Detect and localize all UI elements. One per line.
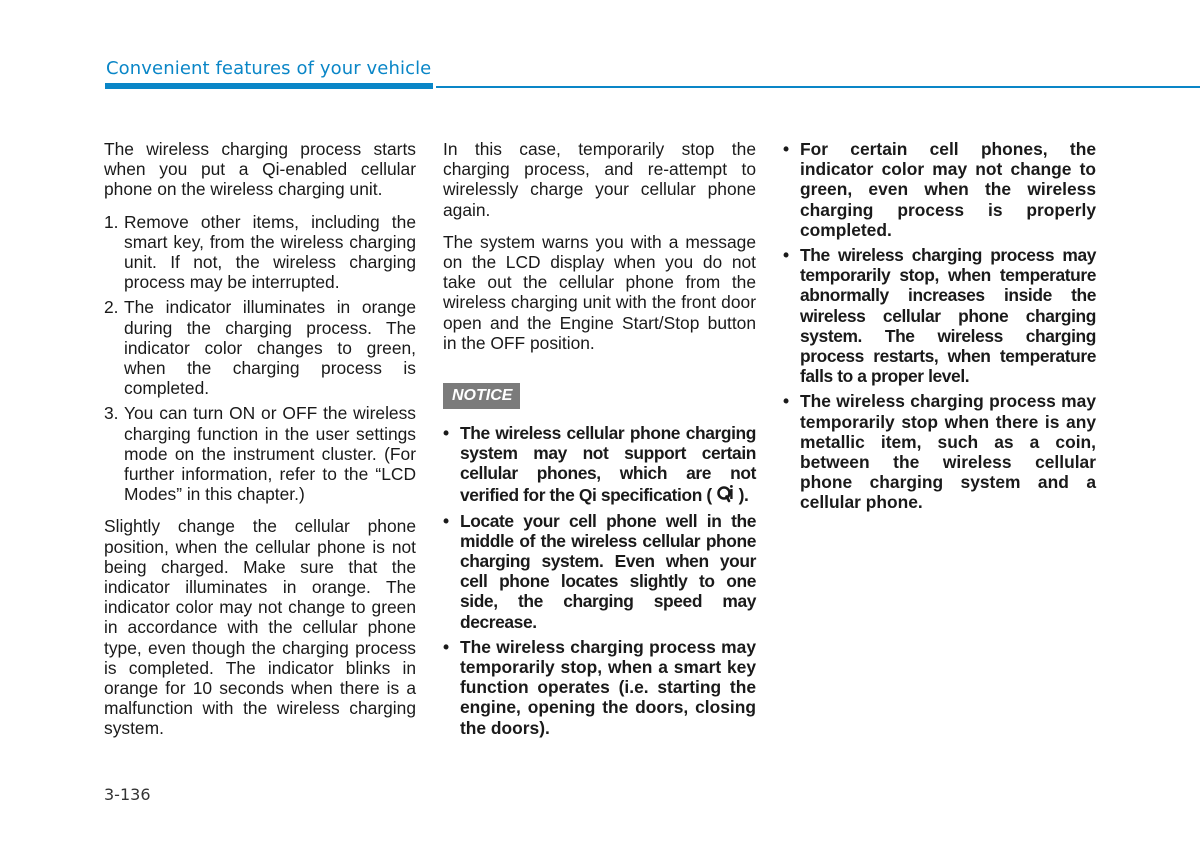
header-rule-thin — [436, 86, 1200, 88]
bullet-dot: • — [783, 139, 790, 159]
qi-logo-icon — [716, 484, 734, 506]
caution-bullets — [783, 139, 1096, 513]
bullet-text: For certain cell phones, the indicator color may not change to green, even when the wireless charging process is properly completed. — [800, 139, 1096, 240]
bullet-item — [783, 391, 1096, 512]
bullet-dot: • — [443, 423, 449, 444]
steps-list — [104, 212, 416, 505]
bullet-text: The wireless cellular phone charging system may not support certain cellular phones, which are not verified for the Qi specification ( — [460, 423, 756, 505]
step-text: The indicator illuminates in orange during the charging process. The indicator color changes to green, when the charging process is completed. — [124, 297, 416, 399]
column-left — [104, 139, 416, 751]
bullet-dot: • — [783, 245, 789, 266]
bullet-item — [443, 511, 756, 632]
section-title: Convenient features of your vehicle — [106, 58, 432, 79]
page-number: 3-136 — [104, 785, 151, 804]
body-paragraph: In this case, temporarily stop the charging process, and re-attempt to wirelessly charge your cellular phone again. — [443, 139, 756, 220]
bullet-text: The wireless charging process may temporarily stop, when a smart key function operates (i.e. starting the engine, opening the doors, closing the doors). — [460, 636, 756, 738]
column-right — [783, 139, 1096, 518]
body-paragraph: Slightly change the cellular phone position, when the cellular phone is not being charged. Make sure that the indicator illuminates in orange. The indicator color may not change to green in accordance with the cellular phone type, even though the charging process is completed. The indicator blinks in orange for 10 seconds when there is a malfunction with the wireless charging system. — [104, 516, 416, 739]
intro-paragraph: The wireless charging process starts when you put a Qi-enabled cellular phone on the wireless charging unit. — [104, 139, 416, 200]
notice-bullets — [443, 423, 756, 738]
bullet-text: The wireless charging process may temporarily stop, when temperature abnormally increases inside the wireless cellular phone charging system. The wireless charging process restarts, when temperature falls to a proper level. — [800, 245, 1096, 387]
bullet-text: The wireless charging process may temporarily stop when there is any metallic item, such as a coin, between the wireless cellular phone charging system and a cellular phone. — [800, 391, 1096, 513]
bullet-text: Locate your cell phone well in the middle of the wireless cellular phone charging system. Even when your cell phone locates slightly to one side, the charging speed may decrease. — [460, 510, 756, 632]
body-paragraph: The system warns you with a message on the LCD display when you do not take out the cellular phone from the wireless charging unit with the front door open and the Engine Start/Stop button in the OFF position. — [443, 231, 756, 353]
step-item — [104, 297, 416, 398]
bullet-item — [783, 139, 1096, 240]
step-number: 3. — [104, 403, 119, 424]
bullet-text-end: ). — [738, 484, 749, 505]
bullet-dot: • — [443, 510, 449, 531]
bullet-dot: • — [443, 636, 450, 657]
bullet-item — [783, 245, 1096, 386]
step-text: Remove other items, including the smart key, from the wireless charging unit. If not, the wireless charging process may be interrupted. — [124, 211, 416, 293]
bullet-item — [443, 423, 756, 506]
step-item — [104, 403, 416, 504]
step-item — [104, 212, 416, 293]
column-middle — [443, 139, 756, 743]
step-text: You can turn ON or OFF the wireless charging function in the user settings mode on the instrument cluster. (For further information, refer to the “LCD Modes” in this chapter.) — [124, 403, 416, 505]
header-rule-thick — [105, 83, 433, 89]
bullet-item — [443, 637, 756, 738]
step-number: 2. — [104, 297, 119, 318]
step-number: 1. — [104, 211, 119, 232]
notice-label: NOTICE — [443, 383, 520, 409]
bullet-dot: • — [783, 391, 790, 412]
